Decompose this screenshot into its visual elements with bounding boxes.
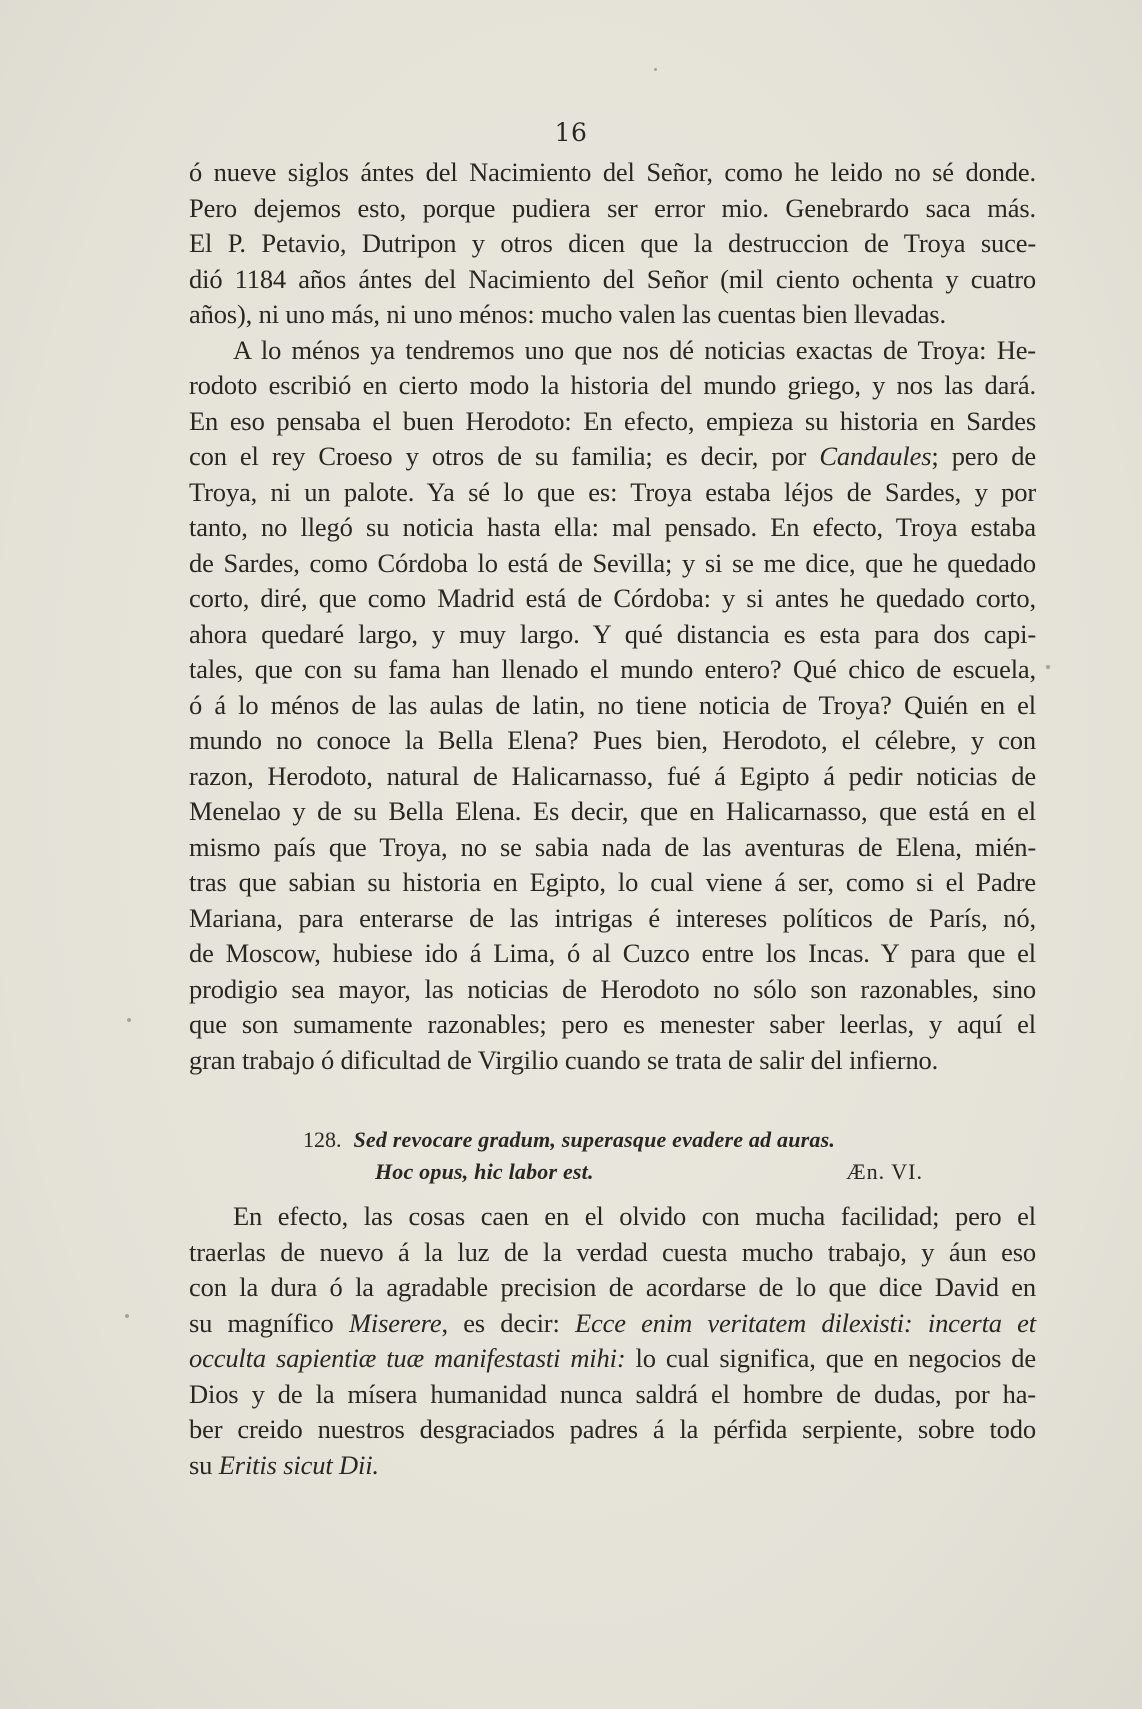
text-line: rodoto escribió en cierto modo la historia del mundo griego, y nos las dará. [189, 370, 1036, 400]
text-line: razon, Herodoto, natural de Halicarnasso, fué á Egipto á pedir noticias de [189, 760, 1036, 791]
text-line: Pero dejemos esto, porque pudiera ser error mio. Genebrardo saca más. [189, 192, 1036, 223]
text-block-upper [189, 155, 1036, 1078]
text-line: de Sardes, como Córdoba lo está de Sevilla; y si se me dice, que he quedado [189, 547, 1036, 578]
text-line [189, 1448, 1036, 1484]
italic-quotation: occulta sapientiæ tuæ manifestasti mihi: [189, 1343, 626, 1373]
text-line: ber creido nuestros desgraciados padres á la pérfida serpiente, sobre todo [189, 1414, 1036, 1444]
italic-title: Miserere [348, 1307, 442, 1338]
text-line: tales, que con su fama han llenado el mundo entero? Qué chico de escuela, [189, 654, 1036, 684]
quote-verse: Sed revocare gradum, superasque evadere ad auras. [353, 1127, 836, 1152]
quote-line [303, 1124, 923, 1156]
text-line: mundo no conoce la Bella Elena? Pues bien, Herodoto, el célebre, y con [189, 725, 1036, 755]
text-line: Mariana, para enterarse de las intrigas é intereses políticos de París, nó, [189, 902, 1036, 933]
text-fragment: lo cual significa, que en negocios de [635, 1343, 1037, 1373]
text-line: con la dura ó la agradable precision de acordarse de lo que dice David en [189, 1272, 1036, 1302]
paper-speck [127, 1018, 131, 1022]
quote-number: 128. [303, 1127, 342, 1152]
italic-quotation: Eritis sicut Dii. [218, 1449, 379, 1480]
text-line: que son sumamente razonables; pero es menester saber leerlas, y aquí el [189, 1009, 1036, 1039]
text-line: Menelao y de su Bella Elena. Es decir, que en Halicarnasso, que está en el [189, 796, 1036, 826]
text-line: En eso pensaba el buen Herodoto: En efecto, empieza su historia en Sardes [189, 405, 1036, 436]
text-block-lower [189, 1199, 1036, 1483]
text-line: corto, diré, que como Madrid está de Córdoba: y si antes he quedado corto, [189, 583, 1036, 613]
text-line [189, 1341, 1036, 1377]
text-line: mismo país que Troya, no se sabia nada de las aventuras de Elena, mién- [189, 831, 1036, 862]
quote-verse: Hoc opus, hic labor est. [375, 1159, 594, 1184]
text-line: tanto, no llegó su noticia hasta ella: mal pensado. En efecto, Troya estaba [189, 512, 1036, 542]
italic-name: Candaules [819, 441, 932, 471]
text-fragment: su magnífico [189, 1307, 334, 1338]
text-line: ó á lo ménos de las aulas de latin, no tiene noticia de Troya? Quién en el [189, 689, 1036, 720]
text-line: traerlas de nuevo á la luz de la verdad cuesta mucho trabajo, y áun eso [189, 1236, 1036, 1267]
text-line: prodigio sea mayor, las noticias de Herodoto no sólo son razonables, sino [189, 973, 1036, 1004]
paper-speck [1046, 665, 1050, 669]
quote-source: Æn. VI. [846, 1159, 923, 1184]
text-line: Dios y de la mísera humanidad nunca saldrá el hombre de dudas, por ha- [189, 1378, 1036, 1409]
text-line: gran trabajo ó dificultad de Virgilio cuando se trata de salir del infierno. [189, 1044, 939, 1075]
text-line: tras que sabian su historia en Egipto, lo cual viene á ser, como si el Padre [189, 867, 1036, 897]
text-line: El P. Petavio, Dutripon y otros dicen que la destruccion de Troya suce- [189, 228, 1036, 258]
text-line: de Moscow, hubiese ido á Lima, ó al Cuzco entre los Incas. Y para que el [189, 938, 1036, 968]
text-line: En efecto, las cosas caen en el olvido con mucha facilidad; pero el [233, 1201, 1036, 1231]
text-line: años), ni uno más, ni uno ménos: mucho valen las cuentas bien llevadas. [189, 299, 946, 329]
text-line: dió 1184 años ántes del Nacimiento del Señor (mil ciento ochenta y cuatro [189, 263, 1036, 294]
text-fragment: su [189, 1449, 213, 1480]
page-number: 16 [554, 118, 588, 147]
text-line [189, 1306, 1036, 1342]
quote-line [303, 1156, 923, 1188]
text-line: ó nueve siglos ántes del Nacimiento del Señor, como he leido no sé donde. [189, 157, 1036, 187]
text-line: A lo ménos ya tendremos uno que nos dé noticias exactas de Troya: He- [233, 334, 1036, 365]
paper-speck [125, 1314, 129, 1318]
text-fragment: , es decir: [441, 1307, 560, 1338]
text-fragment: con el rey Croeso y otros de su familia; es decir, por [189, 441, 807, 471]
text-line: Troya, ni un palote. Ya sé lo que es: Troya estaba léjos de Sardes, y por [189, 476, 1036, 507]
text-line: ahora quedaré largo, y muy largo. Y qué distancia es esta para dos capi- [189, 618, 1036, 649]
text-line [189, 439, 1036, 475]
latin-quotation [303, 1124, 923, 1188]
paper-speck [654, 68, 657, 71]
italic-quotation: Ecce enim veritatem dilexisti: incerta et [574, 1307, 1036, 1338]
text-fragment: ; pero de [931, 441, 1037, 471]
